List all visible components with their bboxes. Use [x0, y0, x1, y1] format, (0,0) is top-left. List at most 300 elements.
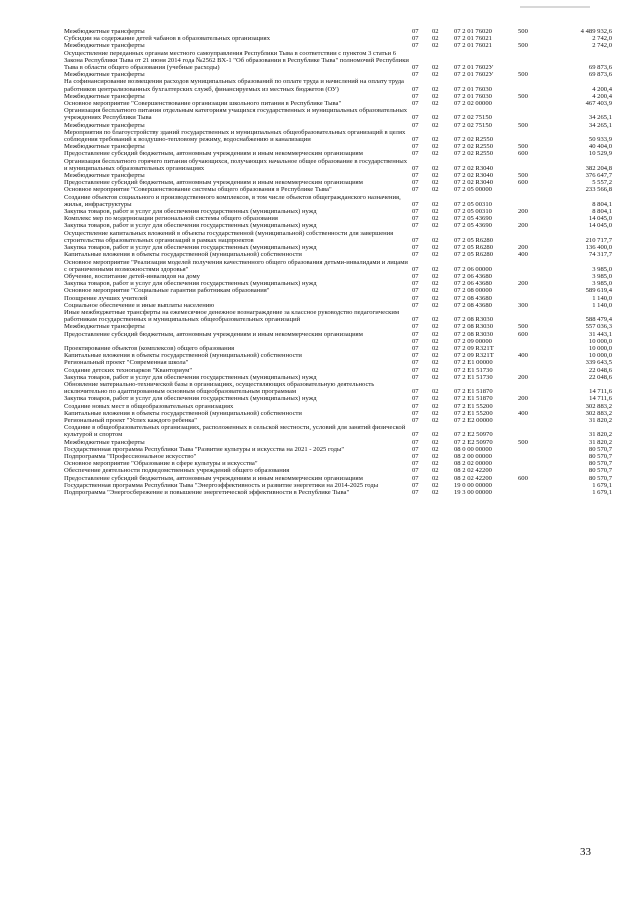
cell-prz: 02 — [432, 64, 439, 72]
cell-vr — [518, 489, 546, 496]
cell-prz: 02 — [432, 352, 439, 360]
table-row — [64, 417, 612, 424]
cell-prz: 02 — [432, 42, 439, 50]
cell-prz: 02 — [432, 388, 439, 396]
cell-csr: 07 2 02 75150 — [454, 114, 492, 122]
cell-csr: 07 2 05 00310 — [454, 200, 492, 208]
cell-prz: 02 — [432, 409, 439, 417]
cell-sum: 80 570,7 — [588, 445, 612, 453]
cell-vr: 200 — [518, 222, 528, 230]
cell-sum: 1 140,0 — [592, 294, 612, 302]
table-row — [64, 323, 612, 330]
cell-rz: 07 — [412, 395, 419, 403]
cell-name: Обновление материально-технической базы в организациях, осуществляющих образовательную деятельность исключительно по адаптированным основным общеобразовательным программам — [64, 380, 375, 396]
cell-prz: 02 — [432, 71, 439, 79]
cell-name: Межбюджетные трансферты — [64, 121, 145, 129]
table-row — [64, 158, 612, 172]
cell-prz: 02 — [432, 280, 439, 288]
cell-csr: 07 2 06 00000 — [454, 265, 492, 273]
cell-csr: 07 2 01 7602У — [454, 64, 494, 72]
cell-sum: 80 570,7 — [588, 467, 612, 475]
cell-sum: 80 570,7 — [588, 474, 612, 482]
cell-prz: 02 — [432, 164, 439, 172]
cell-rz: 07 — [412, 244, 419, 252]
cell-csr: 08 2 00 00000 — [454, 452, 492, 460]
cell-sum: 10 000,0 — [588, 352, 612, 360]
cell-vr — [518, 215, 546, 222]
cell-sum: 3 985,0 — [592, 265, 612, 273]
cell-vr: 500 — [518, 28, 528, 35]
cell-rz: 07 — [412, 366, 419, 374]
cell-name: Создание детских технопарков "Кванториум" — [64, 366, 193, 374]
cell-csr: 07 2 E1 00000 — [454, 359, 493, 367]
table-row — [64, 71, 612, 78]
cell-rz: 07 — [412, 323, 419, 331]
cell-vr — [518, 78, 546, 92]
table-row — [64, 150, 612, 157]
cell-prz: 02 — [432, 294, 439, 302]
cell-sum: 69 873,6 — [588, 64, 612, 72]
cell-vr: 500 — [518, 323, 528, 331]
cell-prz: 02 — [432, 208, 439, 216]
table-row — [64, 244, 612, 251]
cell-name: Межбюджетные трансферты — [64, 92, 145, 100]
cell-vr — [518, 338, 546, 345]
cell-name: Капитальные вложения в объекты государственной (муниципальной) собственности — [64, 352, 302, 360]
cell-sum: 4 489 932,6 — [580, 28, 612, 35]
cell-name: Межбюджетные трансферты — [64, 42, 145, 50]
cell-csr: 07 2 01 76030 — [454, 92, 492, 100]
table-row — [64, 374, 612, 381]
cell-sum: 31 443,1 — [588, 330, 612, 338]
cell-csr: 08 2 02 42200 — [454, 467, 492, 475]
cell-prz: 02 — [432, 452, 439, 460]
cell-vr — [518, 453, 546, 460]
cell-csr: 07 2 E2 50970 — [454, 438, 493, 446]
cell-prz: 02 — [432, 265, 439, 273]
budget-table-body — [64, 28, 612, 496]
table-row — [64, 42, 612, 49]
table-row — [64, 186, 612, 193]
cell-name: Подпрограмма "Энергосбережение и повышение энергетической эффективности в Республике Тыва" — [64, 489, 350, 496]
cell-csr: 07 2 05 R6280 — [454, 236, 494, 244]
cell-sum: 69 873,6 — [588, 71, 612, 79]
table-row — [64, 251, 612, 258]
cell-csr: 07 2 05 43690 — [454, 215, 492, 223]
cell-prz: 02 — [432, 251, 439, 259]
cell-vr: 500 — [518, 438, 528, 446]
table-row — [64, 28, 612, 35]
cell-sum: 557 036,3 — [585, 323, 612, 331]
table-row — [64, 35, 612, 42]
cell-rz: 07 — [412, 373, 419, 381]
table-row — [64, 338, 612, 345]
cell-rz: 07 — [412, 287, 419, 295]
cell-sum: 10 000,0 — [588, 337, 612, 345]
cell-rz: 07 — [412, 352, 419, 360]
table-row — [64, 280, 612, 287]
cell-rz: 07 — [412, 301, 419, 309]
table-row — [64, 295, 612, 302]
cell-prz: 02 — [432, 489, 439, 496]
cell-csr: 19 3 00 00000 — [454, 489, 492, 496]
table-row — [64, 194, 612, 208]
cell-vr — [518, 186, 546, 193]
cell-vr — [518, 273, 546, 280]
table-row — [64, 208, 612, 215]
cell-rz: 07 — [412, 431, 419, 439]
cell-rz: 07 — [412, 143, 419, 151]
cell-rz: 07 — [412, 200, 419, 208]
cell-sum: 4 200,4 — [592, 92, 612, 100]
cell-csr: 07 2 E1 51870 — [454, 388, 493, 396]
cell-sum: 3 985,0 — [592, 272, 612, 280]
cell-csr: 07 2 05 R6280 — [454, 244, 494, 252]
cell-name: Создание объектов социального и производственного комплексов, в том числе объектов общегражданского назначения, жилья, инфраструктуры — [64, 193, 401, 208]
cell-prz: 02 — [432, 438, 439, 446]
table-row — [64, 482, 612, 489]
cell-sum: 74 317,7 — [588, 251, 612, 259]
cell-vr — [518, 403, 546, 410]
cell-vr — [518, 287, 546, 294]
cell-rz: 07 — [412, 474, 419, 482]
cell-name: Осуществление капитальных вложений в объекты государственной (муниципальной) собственности для завершения строительства образовательных организаций в рамках нацпроектов — [64, 229, 394, 244]
cell-csr: 07 2 05 00000 — [454, 186, 492, 194]
cell-csr: 07 2 02 75150 — [454, 121, 492, 129]
table-row — [64, 424, 612, 438]
cell-csr: 07 2 09 00000 — [454, 337, 492, 345]
cell-sum: 22 048,6 — [588, 373, 612, 381]
cell-sum: 376 647,7 — [585, 172, 612, 180]
table-row — [64, 345, 612, 352]
cell-sum: 1 140,0 — [592, 301, 612, 309]
cell-vr: 200 — [518, 280, 528, 288]
cell-rz: 07 — [412, 280, 419, 288]
cell-vr: 200 — [518, 208, 528, 216]
cell-vr — [518, 194, 546, 208]
cell-csr: 07 2 09 R321T — [454, 352, 494, 360]
cell-prz: 02 — [432, 445, 439, 453]
cell-prz: 02 — [432, 222, 439, 230]
cell-name: Региональный проект "Современная школа" — [64, 359, 189, 367]
cell-rz: 07 — [412, 150, 419, 158]
cell-rz: 07 — [412, 460, 419, 468]
cell-sum: 233 566,8 — [585, 186, 612, 194]
cell-vr: 600 — [518, 330, 528, 338]
table-row — [64, 410, 612, 417]
cell-sum: 302 883,2 — [585, 409, 612, 417]
cell-rz: 07 — [412, 330, 419, 338]
cell-sum: 80 570,7 — [588, 452, 612, 460]
cell-vr: 400 — [518, 409, 528, 417]
cell-sum: 136 400,0 — [585, 244, 612, 252]
cell-rz: 07 — [412, 337, 419, 345]
cell-vr — [518, 367, 546, 374]
table-row — [64, 302, 612, 309]
cell-name: Межбюджетные трансферты — [64, 172, 145, 180]
cell-name: Основное мероприятие "Социальные гарантии работникам образования" — [64, 287, 270, 295]
cell-prz: 02 — [432, 244, 439, 252]
cell-rz: 07 — [412, 388, 419, 396]
table-row — [64, 489, 612, 496]
cell-csr: 07 2 06 43680 — [454, 272, 492, 280]
cell-rz: 07 — [412, 445, 419, 453]
cell-prz: 02 — [432, 92, 439, 100]
cell-rz: 07 — [412, 236, 419, 244]
cell-vr: 500 — [518, 143, 528, 151]
cell-rz: 07 — [412, 35, 419, 43]
cell-name: Межбюджетные трансферты — [64, 71, 145, 79]
cell-vr — [518, 359, 546, 366]
cell-prz: 02 — [432, 172, 439, 180]
cell-csr: 07 2 08 43680 — [454, 294, 492, 302]
table-row — [64, 309, 612, 323]
cell-vr — [518, 100, 546, 107]
cell-sum: 31 820,2 — [588, 416, 612, 424]
budget-table — [64, 28, 612, 496]
cell-sum: 1 679,1 — [592, 481, 612, 489]
cell-prz: 02 — [432, 481, 439, 489]
cell-csr: 07 2 E1 51730 — [454, 366, 493, 374]
table-row — [64, 352, 612, 359]
cell-csr: 07 2 08 R3030 — [454, 330, 494, 338]
cell-rz: 07 — [412, 294, 419, 302]
cell-sum: 10 000,0 — [588, 344, 612, 352]
cell-csr: 08 2 02 00000 — [454, 460, 492, 468]
cell-rz: 07 — [412, 481, 419, 489]
cell-sum: 4 200,4 — [592, 85, 612, 93]
cell-sum: 210 717,7 — [585, 236, 612, 244]
cell-prz: 02 — [432, 416, 439, 424]
cell-vr — [518, 424, 546, 438]
cell-name: Закупка товаров, работ и услуг для обеспечения государственных (муниципальных) нужд — [64, 395, 317, 403]
cell-csr: 08 2 02 42200 — [454, 474, 492, 482]
table-row — [64, 359, 612, 366]
table-row — [64, 467, 612, 474]
cell-rz: 07 — [412, 222, 419, 230]
table-row — [64, 179, 612, 186]
cell-csr: 07 2 05 00310 — [454, 208, 492, 216]
cell-vr — [518, 309, 546, 323]
cell-vr: 600 — [518, 150, 528, 158]
cell-name: Основное мероприятие "Совершенствование организации школьного питания в Республике Тыва" — [64, 100, 342, 108]
cell-rz: 07 — [412, 452, 419, 460]
cell-prz: 02 — [432, 136, 439, 144]
cell-sum: 339 643,5 — [585, 359, 612, 367]
table-row — [64, 78, 612, 92]
cell-prz: 02 — [432, 85, 439, 93]
cell-sum: 3 985,0 — [592, 280, 612, 288]
cell-csr: 07 2 02 R2550 — [454, 150, 494, 158]
cell-vr: 500 — [518, 92, 528, 100]
cell-sum: 467 403,9 — [585, 100, 612, 108]
cell-name: Предоставление субсидий бюджетным, автономным учреждениям и иным некоммерческим организациям — [64, 150, 363, 158]
cell-vr — [518, 460, 546, 467]
cell-vr: 600 — [518, 179, 528, 187]
cell-prz: 02 — [432, 28, 439, 35]
cell-prz: 02 — [432, 215, 439, 223]
cell-vr — [518, 259, 546, 273]
cell-name: Предоставление субсидий бюджетным, автономным учреждениям и иным некоммерческим организациям — [64, 179, 363, 187]
cell-sum: 1 679,1 — [592, 489, 612, 496]
cell-csr: 19 0 00 00000 — [454, 481, 492, 489]
cell-vr: 600 — [518, 474, 528, 482]
cell-vr — [518, 345, 546, 352]
cell-vr: 500 — [518, 121, 528, 129]
cell-csr: 07 2 02 00000 — [454, 100, 492, 108]
table-row — [64, 367, 612, 374]
cell-prz: 02 — [432, 200, 439, 208]
table-row — [64, 287, 612, 294]
cell-prz: 02 — [432, 460, 439, 468]
cell-prz: 02 — [432, 337, 439, 345]
cell-rz: 07 — [412, 136, 419, 144]
cell-name: Поощрение лучших учителей — [64, 294, 148, 302]
cell-rz: 07 — [412, 121, 419, 129]
cell-name: Подпрограмма "Профессиональное искусство" — [64, 452, 197, 460]
cell-vr: 300 — [518, 301, 528, 309]
cell-sum: 31 820,2 — [588, 431, 612, 439]
cell-csr: 07 2 02 R2550 — [454, 143, 494, 151]
cell-name: Иные межбюджетные трансферты на ежемесячное денежное вознаграждение за классное руководство педагогическим работникам государственных и муниципальных общеобразовательных организаций — [64, 308, 400, 324]
table-row — [64, 331, 612, 338]
cell-vr — [518, 107, 546, 121]
cell-sum: 8 804,1 — [592, 208, 612, 216]
cell-name: Социальное обеспечение и иные выплаты населению — [64, 301, 215, 309]
cell-sum: 14 711,6 — [589, 395, 612, 403]
cell-csr: 08 0 00 00000 — [454, 445, 492, 453]
table-row — [64, 222, 612, 229]
table-row — [64, 446, 612, 453]
cell-rz: 07 — [412, 265, 419, 273]
cell-name: Создание в общеобразовательных организациях, расположенных в сельской местности, условий для занятий физической культурой и спортом — [64, 424, 406, 439]
cell-rz: 07 — [412, 402, 419, 410]
cell-prz: 02 — [432, 373, 439, 381]
cell-rz: 07 — [412, 251, 419, 259]
table-row — [64, 273, 612, 280]
cell-prz: 02 — [432, 272, 439, 280]
table-row — [64, 453, 612, 460]
cell-vr — [518, 482, 546, 489]
cell-csr: 07 2 02 R3040 — [454, 179, 494, 187]
cell-rz: 07 — [412, 186, 419, 194]
cell-rz: 07 — [412, 208, 419, 216]
cell-sum: 588 479,4 — [585, 316, 612, 324]
cell-sum: 34 265,1 — [588, 121, 612, 129]
cell-csr: 07 2 08 00000 — [454, 287, 492, 295]
cell-vr — [518, 230, 546, 244]
cell-sum: 31 820,2 — [588, 438, 612, 446]
cell-rz: 07 — [412, 42, 419, 50]
cell-prz: 02 — [432, 359, 439, 367]
cell-csr: 07 2 06 43680 — [454, 280, 492, 288]
cell-rz: 07 — [412, 172, 419, 180]
cell-name: Государственная программа Республики Тыва "Энергоэффективность и развитие энергетики на 2014-2025 годы — [64, 481, 379, 489]
table-row — [64, 381, 612, 395]
cell-vr — [518, 446, 546, 453]
cell-vr — [518, 129, 546, 143]
cell-rz: 07 — [412, 71, 419, 79]
cell-name: Основное мероприятие "Реализация моделей получения качественного общего образования детьми-инвалидами и лицами с ограниченными возможностями здоровья" — [64, 258, 408, 273]
cell-sum: 22 048,6 — [588, 366, 612, 374]
cell-sum: 14 045,0 — [588, 222, 612, 230]
cell-vr — [518, 381, 546, 395]
cell-csr: 07 2 01 76030 — [454, 85, 492, 93]
cell-prz: 02 — [432, 323, 439, 331]
cell-name: Капитальные вложения в объекты государственной (муниципальной) собственности — [64, 409, 302, 417]
cell-csr: 07 2 E1 55200 — [454, 409, 493, 417]
cell-rz: 07 — [412, 316, 419, 324]
cell-prz: 02 — [432, 150, 439, 158]
scan-artifact — [520, 6, 590, 8]
cell-prz: 02 — [432, 35, 439, 43]
cell-name: Осуществление переданных органам местного самоуправления Республики Тыва в соответствии с пунктом 3 статьи 6 Закона Республики Тыва от 21 июня 2014 года №2562 ВХ-1 "Об образовании в Республике Тыва" полномочий Республики Тыва в области общего образования (учебные расходы) — [64, 49, 409, 72]
cell-vr: 400 — [518, 352, 528, 360]
cell-prz: 02 — [432, 330, 439, 338]
table-row — [64, 475, 612, 482]
cell-sum: 589 619,4 — [585, 287, 612, 295]
cell-name: Межбюджетные трансферты — [64, 438, 145, 446]
table-row — [64, 403, 612, 410]
cell-rz: 07 — [412, 344, 419, 352]
cell-csr: 07 2 09 R321T — [454, 344, 494, 352]
cell-csr: 07 2 02 R3040 — [454, 164, 494, 172]
cell-rz: 07 — [412, 114, 419, 122]
page-number: 33 — [580, 846, 591, 858]
cell-name: Основное мероприятие "Образование в сфере культуры и искусства" — [64, 460, 258, 468]
cell-rz: 07 — [412, 100, 419, 108]
cell-prz: 02 — [432, 395, 439, 403]
cell-prz: 02 — [432, 344, 439, 352]
cell-rz: 07 — [412, 164, 419, 172]
table-row — [64, 230, 612, 244]
cell-name: Проектирование объектов (комплексов) общего образования — [64, 344, 235, 352]
cell-sum: 5 557,2 — [592, 179, 612, 187]
cell-rz: 07 — [412, 416, 419, 424]
cell-sum: 14 045,0 — [588, 215, 612, 223]
cell-csr: 07 2 02 R3040 — [454, 172, 494, 180]
cell-prz: 02 — [432, 316, 439, 324]
cell-vr — [518, 467, 546, 474]
cell-vr — [518, 417, 546, 424]
cell-name: Комплекс мер по модернизации региональной системы общего образования — [64, 215, 278, 223]
cell-csr: 07 2 01 76021 — [454, 42, 492, 50]
cell-prz: 02 — [432, 143, 439, 151]
cell-name: Закупка товаров, работ и услуг для обеспечения государственных (муниципальных) нужд — [64, 373, 317, 381]
cell-name: Основное мероприятие "Совершенствование системы общего образования в Республике Тыва" — [64, 186, 332, 194]
table-row — [64, 215, 612, 222]
cell-name: Межбюджетные трансферты — [64, 143, 145, 151]
cell-prz: 02 — [432, 114, 439, 122]
cell-rz: 07 — [412, 179, 419, 187]
cell-rz: 07 — [412, 92, 419, 100]
cell-prz: 02 — [432, 121, 439, 129]
cell-vr: 500 — [518, 71, 528, 79]
cell-sum: 8 804,1 — [592, 200, 612, 208]
cell-rz: 07 — [412, 215, 419, 223]
cell-vr — [518, 50, 546, 72]
cell-csr: 07 2 E2 50970 — [454, 431, 493, 439]
cell-csr: 07 2 08 R3030 — [454, 316, 494, 324]
cell-name: Организация бесплатного питания отдельным категориям учащихся государственных и муниципальных образовательных учреждениях Республики Тыва — [64, 107, 408, 122]
cell-csr: 07 2 E2 00000 — [454, 416, 493, 424]
table-row — [64, 460, 612, 467]
cell-rz: 07 — [412, 438, 419, 446]
cell-rz: 07 — [412, 467, 419, 475]
cell-rz: 07 — [412, 85, 419, 93]
cell-sum: 302 883,2 — [585, 402, 612, 410]
cell-vr: 200 — [518, 373, 528, 381]
